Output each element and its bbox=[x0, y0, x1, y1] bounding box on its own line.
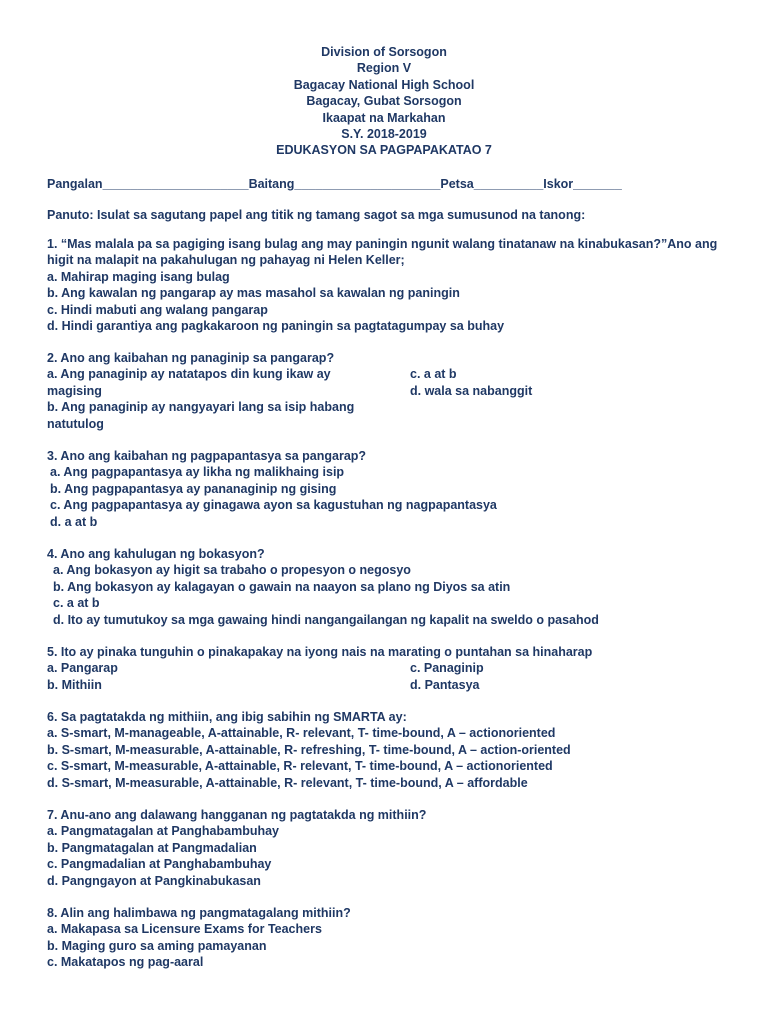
question-7-choice-c: c. Pangmadalian at Panghabambuhay bbox=[47, 857, 272, 872]
question-5-choice-a: a. Pangarap bbox=[47, 661, 118, 676]
question-2 bbox=[47, 350, 727, 432]
question-7-choice-a: a. Pangmatagalan at Panghabambuhay bbox=[47, 824, 280, 839]
question-2-choice-a: a. Ang panaginip ay natatapos din kung ikaw ay magising bbox=[47, 367, 331, 398]
question-6-text: 6. Sa pagtatakda ng mithiin, ang ibig sabihin ng SMARTA ay: bbox=[47, 710, 407, 724]
question-2-choice-d: d. wala sa nabanggit bbox=[410, 383, 533, 398]
student-info-line: Pangalan_____________________Baitang_____________________Petsa__________Iskor_______ bbox=[47, 177, 622, 191]
question-7 bbox=[47, 807, 727, 889]
question-1-choice-b: b. Ang kawalan ng pangarap ay mas masahol sa kawalan ng paningin bbox=[47, 286, 460, 301]
question-8-text: 8. Alin ang halimbawa ng pangmatagalang mithiin? bbox=[47, 906, 351, 920]
header-school: Bagacay National High School bbox=[293, 77, 475, 92]
question-1-choice-a: a. Mahirap maging isang bulag bbox=[47, 269, 230, 284]
question-5-text: 5. Ito ay pinaka tunguhin o pinakapakay na iyong nais na marating o puntahan sa hinaharap bbox=[47, 645, 593, 659]
question-5-right-column bbox=[410, 660, 484, 693]
question-2-choice-c: c. a at b bbox=[410, 367, 457, 382]
question-7-text: 7. Anu-ano ang dalawang hangganan ng pagtatakda ng mithiin? bbox=[47, 808, 427, 822]
question-8-choice-c: c. Makatapos ng pag-aaral bbox=[47, 955, 204, 970]
question-4-choice-c: c. a at b bbox=[53, 596, 100, 611]
question-1 bbox=[47, 236, 727, 334]
question-7-choice-d: d. Pangngayon at Pangkinabukasan bbox=[47, 873, 261, 888]
question-3-text: 3. Ano ang kaibahan ng pagpapantasya sa pangarap? bbox=[47, 449, 367, 463]
question-2-choices bbox=[47, 366, 727, 432]
question-8 bbox=[47, 905, 727, 971]
question-1-choice-c: c. Hindi mabuti ang walang pangarap bbox=[47, 302, 268, 317]
header-quarter: Ikaapat na Markahan bbox=[322, 110, 446, 125]
question-2-text: 2. Ano ang kaibahan ng panaginip sa pangarap? bbox=[47, 351, 335, 365]
document-header bbox=[0, 44, 768, 159]
header-school-year: S.Y. 2018-2019 bbox=[341, 127, 427, 142]
question-4-choice-b: b. Ang bokasyon ay kalagayan o gawain na naayon sa plano ng Diyos sa atin bbox=[53, 579, 511, 594]
question-5-choice-b: b. Mithiin bbox=[47, 677, 102, 692]
question-6 bbox=[47, 709, 727, 791]
question-7-choice-b: b. Pangmatagalan at Pangmadalian bbox=[47, 840, 257, 855]
question-2-choice-b: b. Ang panaginip ay nangyayari lang sa isip habang natutulog bbox=[47, 400, 355, 431]
question-3-choice-d: d. a at b bbox=[50, 514, 98, 529]
question-8-choice-a: a. Makapasa sa Licensure Exams for Teachers bbox=[47, 922, 322, 937]
question-3-choice-a: a. Ang pagpapantasya ay likha ng malikhaing isip bbox=[50, 465, 345, 480]
question-5 bbox=[47, 644, 727, 693]
question-1-text-line1: 1. “Mas malala pa sa pagiging isang bulag ang may paningin ngunit walang tinatanaw na kinabukasan?”Ano ang bbox=[47, 237, 718, 251]
question-8-choice-b: b. Maging guro sa aming pamayanan bbox=[47, 938, 267, 953]
question-6-choice-c: c. S-smart, M-measurable, A-attainable, R- relevant, T- time-bound, A – actionoriented bbox=[47, 759, 553, 774]
question-3-choice-c: c. Ang pagpapantasya ay ginagawa ayon sa kagustuhan ng nagpapantasya bbox=[50, 498, 497, 513]
question-6-choice-a: a. S-smart, M-manageable, A-attainable, R- relevant, T- time-bound, A – actionoriented bbox=[47, 726, 556, 741]
question-6-choice-d: d. S-smart, M-measurable, A-attainable, R- relevant, T- time-bound, A – affordable bbox=[47, 775, 528, 790]
question-4 bbox=[47, 546, 727, 628]
question-5-choices bbox=[47, 660, 727, 693]
question-1-choice-d: d. Hindi garantiya ang pagkakaroon ng paningin sa pagtatagumpay sa buhay bbox=[47, 319, 505, 334]
question-4-choice-a: a. Ang bokasyon ay higit sa trabaho o propesyon o negosyo bbox=[53, 563, 411, 578]
header-region: Region V bbox=[356, 61, 412, 76]
header-address: Bagacay, Gubat Sorsogon bbox=[306, 94, 462, 109]
question-4-choice-d: d. Ito ay tumutukoy sa mga gawaing hindi nangangailangan ng kapalit na sweldo o pasahod bbox=[53, 612, 599, 627]
question-6-choice-b: b. S-smart, M-measurable, A-attainable, R- refreshing, T- time-bound, A – action-oriented bbox=[47, 742, 571, 757]
question-5-choice-d: d. Pantasya bbox=[410, 677, 480, 692]
question-3-choice-b: b. Ang pagpapantasya ay pananaginip ng gising bbox=[50, 481, 337, 496]
header-division: Division of Sorsogon bbox=[321, 45, 447, 59]
question-1-text-line2: higit na malapit na pakahulugan ng pahayag ni Helen Keller; bbox=[47, 253, 405, 268]
instructions: Panuto: Isulat sa sagutang papel ang titik ng tamang sagot sa mga sumusunod na tanong: bbox=[47, 208, 586, 222]
question-2-right-column bbox=[410, 366, 532, 399]
header-subject: EDUKASYON SA PAGPAPAKATAO 7 bbox=[276, 143, 492, 158]
question-3 bbox=[47, 448, 727, 530]
question-4-text: 4. Ano ang kahulugan ng bokasyon? bbox=[47, 547, 265, 561]
question-5-choice-c: c. Panaginip bbox=[410, 661, 484, 676]
